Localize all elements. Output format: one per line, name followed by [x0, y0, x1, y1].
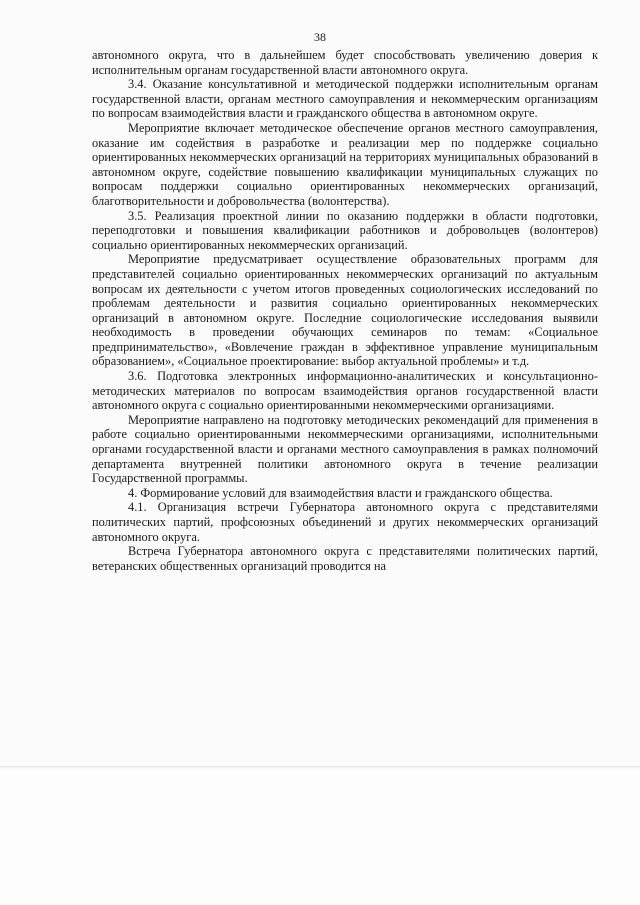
- paragraph-4-1-details: Встреча Губернатора автономного округа с представителями политических партий, ветеранских общественных организаций проводится на: [92, 544, 598, 573]
- page-number: 38: [314, 30, 326, 44]
- paragraph-3-5: 3.5. Реализация проектной линии по оказанию поддержки в области подготовки, переподготовки и повышения квалификации работников и добровольцев (волонтеров) социально ориентированных некоммерческих организаций.: [92, 208, 598, 252]
- scan-edge: [0, 766, 640, 770]
- paragraph-3-5-details: Мероприятие предусматривает осуществление образовательных программ для представителей социально ориентированных некоммерческих организаций по актуальным вопросам их деятельности с учетом итогов проведенных социологических исследований по проблемам деятельности и развития социально ориентированных некоммерческих организаций в автономном округе. Последние социологические исследования выявили необходимость в проведении обучающих семинаров по темам: «Социальное предпринимательство», «Вовлечение граждан в эффективное управление муниципальным образованием», «Социальное проектирование: выбор актуальной проблемы» и т.д.: [92, 252, 598, 369]
- paragraph-3-4: 3.4. Оказание консультативной и методической поддержки исполнительным органам государственной власти, органам местного самоуправления и некоммерческим организациям по вопросам взаимодействия власти и гражданского общества в автономном округе.: [92, 77, 598, 121]
- paragraph-3-4-details: Мероприятие включает методическое обеспечение органов местного самоуправления, оказание им содействия в разработке и реализации мер по поддержке социально ориентированных некоммерческих организаций на территориях муниципальных образований в автономном округе, содействие повышению квалификации муниципальных служащих по вопросам поддержки социально ориентированных некоммерческих организаций, благотворительности и добровольчества (волонтерства).: [92, 120, 598, 208]
- paragraph-continuation: автономного округа, что в дальнейшем будет способствовать увеличению доверия к исполнительным органам государственной власти автономного округа.: [92, 48, 598, 77]
- paragraph-4: 4. Формирование условий для взаимодействия власти и гражданского общества.: [128, 485, 553, 500]
- paragraph-3-6: 3.6. Подготовка электронных информационно-аналитических и консультационно-методических материалов по вопросам взаимодействия органов государственной власти автономного округа с социально ориентированными некоммерческими организациями.: [92, 369, 598, 413]
- paragraph-4-1: 4.1. Организация встречи Губернатора автономного округа с представителями политических партий, профсоюзных объединений и других некоммерческих организаций автономного округа.: [92, 500, 598, 544]
- paragraph-3-6-details: Мероприятие направлено на подготовку методических рекомендаций для применения в работе социально ориентированными некоммерческими организациями, исполнительными органами государственной власти и органами местного самоуправления в рамках полномочий департамента внутренней политики автономного округа в течение реализации Государственной программы.: [92, 412, 598, 486]
- document-body: [92, 48, 598, 573]
